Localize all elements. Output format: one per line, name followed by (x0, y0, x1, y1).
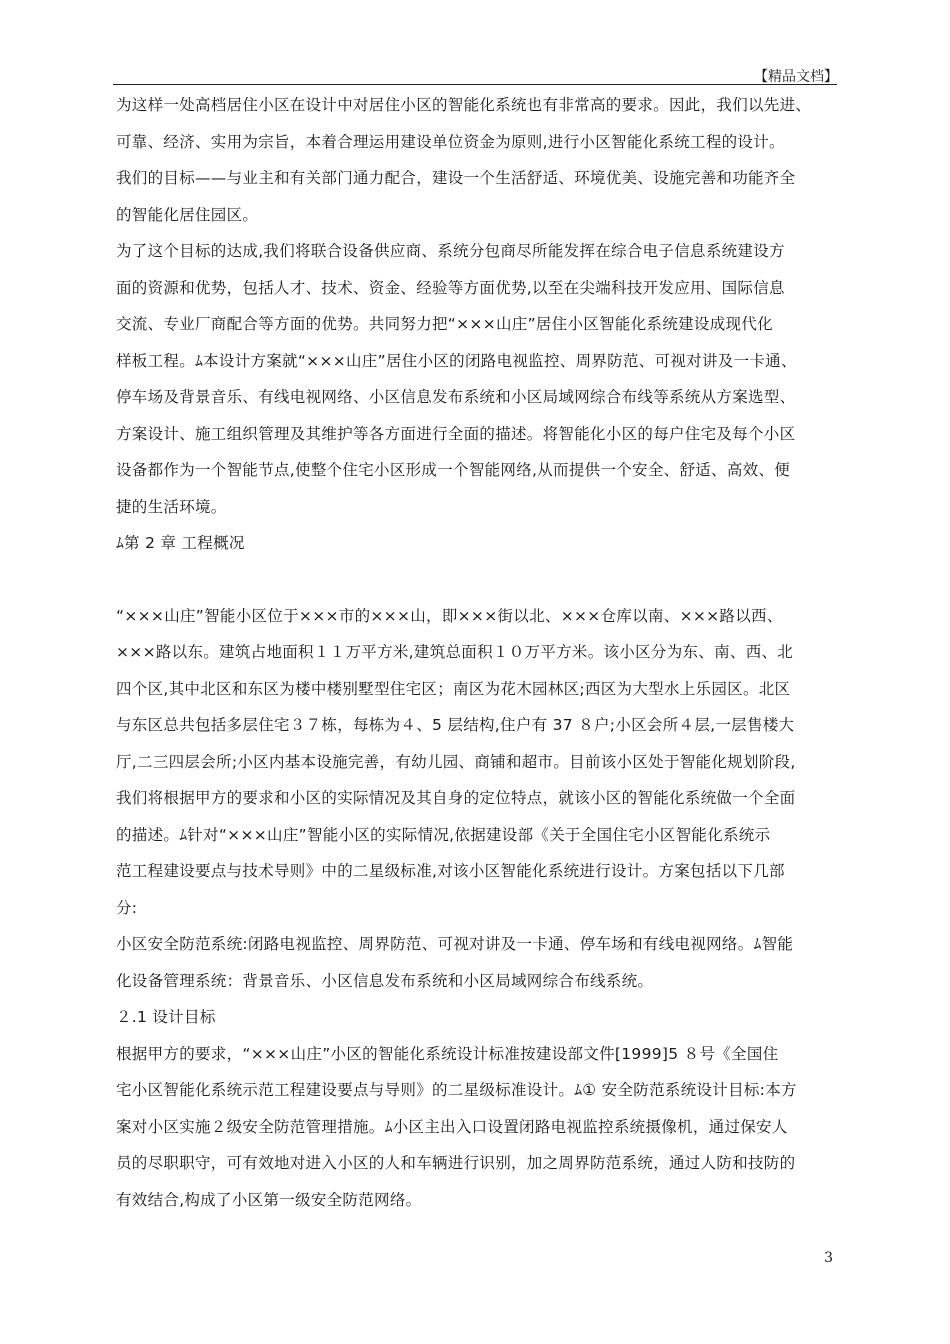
text-line: 我们将根据甲方的要求和小区的实际情况及其自身的定位特点，就该小区的智能化系统做一个全面 (116, 789, 796, 807)
text-line: 与东区总共包括多层住宅３７栋，每栋为４、5 层结构,住户有 37 ８户;小区会所４层,一层售楼大 (116, 716, 795, 734)
text-line: 的描述。ﾑ针对“×××山庄”智能小区的实际情况,依据建设部《关于全国住宅小区智能化系统示 (116, 825, 771, 844)
text-line: 方案设计、施工组织管理及其维护等各方面进行全面的描述。将智能化小区的每户住宅及每个小区 (116, 424, 796, 443)
section-heading: ２.1 设计目标 (116, 1008, 216, 1026)
document-body (116, 95, 846, 1226)
text-line: 有效结合,构成了小区第一级安全防范网络。 (116, 1190, 422, 1209)
text-line: 范工程建设要点与技术导则》中的二星级标准,对该小区智能化系统进行设计。方案包括以下几部 (116, 862, 785, 880)
text-line: 可靠、经济、实用为宗旨，本着合理运用建设单位资金为原则,进行小区智能化系统工程的设计。 (116, 132, 785, 151)
text-line: 我们的目标——与业主和有关部门通力配合，建设一个生活舒适、环境优美、设施完善和功能齐全 (116, 169, 796, 187)
text-line: 员的尽职职守，可有效地对进入小区的人和车辆进行识别，加之周界防范系统，通过人防和技防的 (116, 1154, 796, 1172)
text-line: 面的资源和优势，包括人才、技术、资金、经验等方面优势,以至在尖端科技开发应用、国际信息 (116, 278, 785, 297)
text-line: 样板工程。ﾑ本设计方案就“×××山庄”居住小区的闭路电视监控、周界防范、可视对讲及一卡通、 (116, 351, 797, 370)
text-line: 停车场及背景音乐、有线电视网络、小区信息发布系统和小区局域网综合布线等系统从方案选型、 (116, 388, 796, 406)
blank-line (116, 570, 846, 606)
text-line: 为了这个目标的达成,我们将联合设备供应商、系统分包商尽所能发挥在综合电子信息系统建设方 (116, 242, 785, 260)
text-line: 案对小区实施２级安全防范管理措施。ﾑ小区主出入口设置闭路电视监控系统摄像机，通过保安人 (116, 1117, 788, 1136)
text-line: 小区安全防范系统:闭路电视监控、周界防范、可视对讲及一卡通、停车场和有线电视网络。ﾑ智能 (116, 935, 794, 953)
text-line: 交流、专业厂商配合等方面的优势。共同努力把“×××山庄”居住小区智能化系统建设成现代化 (116, 315, 773, 333)
text-line: 为这样一处高档居住小区在设计中对居住小区的智能化系统也有非常高的要求。因此，我们以先进、 (116, 96, 812, 114)
text-line: 根据甲方的要求，“×××山庄”小区的智能化系统设计标准按建设部文件[1999]5 ８号《全国住 (116, 1044, 779, 1063)
text-line: 分: (116, 898, 138, 917)
header-tag: 【精品文档】 (754, 69, 838, 85)
text-line: 的智能化居住园区。 (116, 205, 259, 224)
page-number: 3 (824, 1250, 833, 1266)
text-line: 四个区,其中北区和东区为楼中楼别墅型住宅区；南区为花木园林区;西区为大型水上乐园区。北区 (116, 679, 791, 698)
text-line: ×××路以东。建筑占地面积１１万平方米,建筑总面积１０万平方米。该小区分为东、南、西、北 (116, 643, 794, 661)
text-line: 厅,二三四层会所;小区内基本设施完善，有幼儿园、商铺和超市。目前该小区处于智能化规划阶段, (116, 752, 796, 771)
text-line: 设备都作为一个智能节点,使整个住宅小区形成一个智能网络,从而提供一个安全、舒适、高效、便 (116, 461, 791, 479)
text-line: “×××山庄”智能小区位于×××市的×××山，即×××街以北、×××仓库以南、×××路以西、 (116, 606, 783, 625)
text-line: 宅小区智能化系统示范工程建设要点与导则》的二星级标准设计。ﾑ① 安全防范系统设计目标:本方 (116, 1081, 797, 1099)
section-heading: ﾑ第 2 章 工程概况 (116, 534, 245, 552)
text-line: 捷的生活环境。 (116, 497, 227, 516)
text-line: 化设备管理系统：背景音乐、小区信息发布系统和小区局域网综合布线系统。 (116, 971, 654, 990)
header-rule (113, 84, 837, 85)
